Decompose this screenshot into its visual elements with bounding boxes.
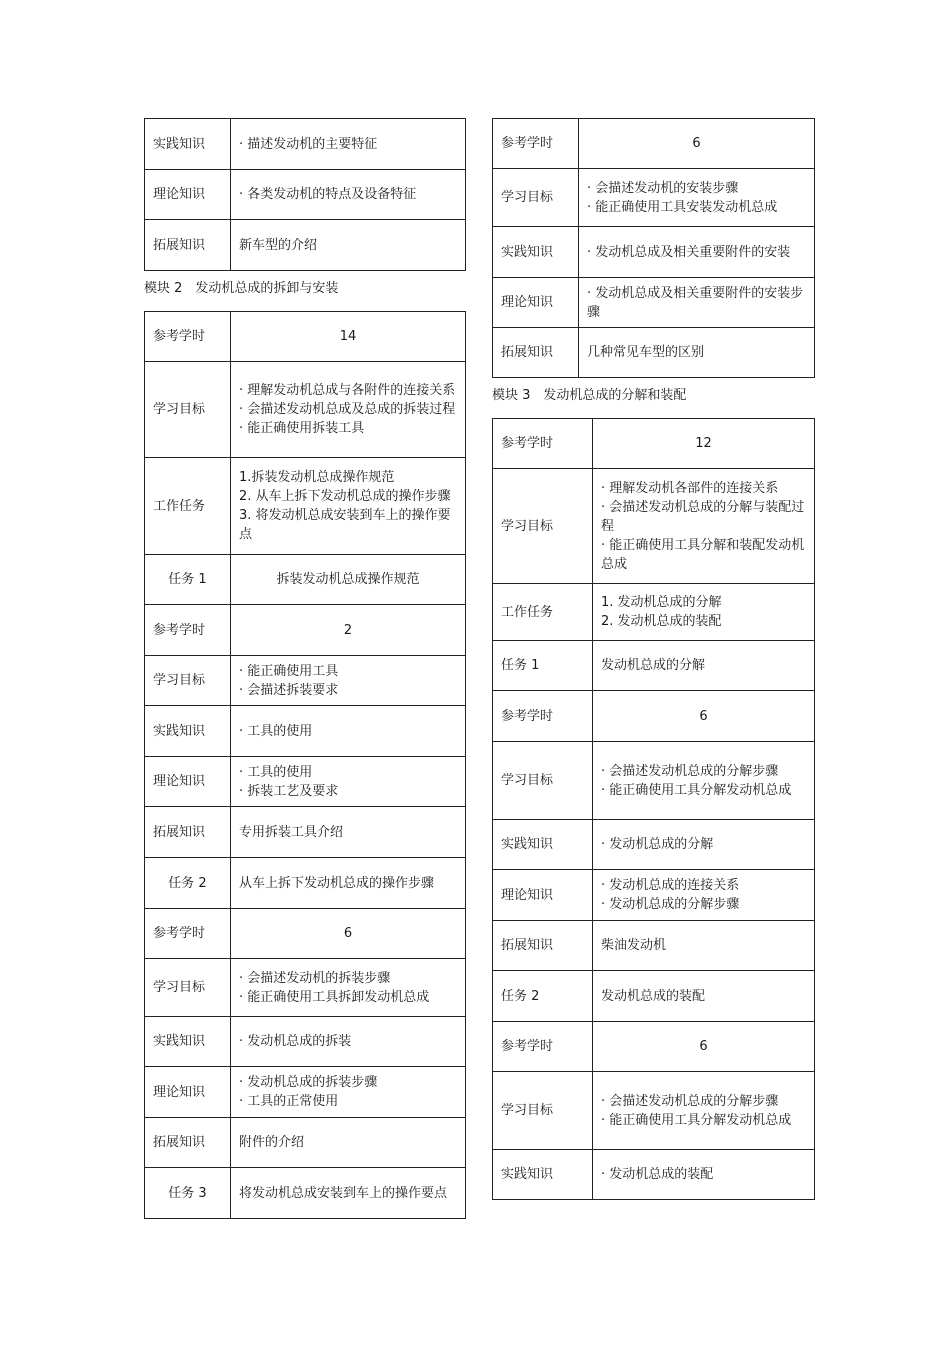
row-value: 专用拆装工具介绍	[231, 807, 466, 858]
row-value: 新车型的介绍	[231, 220, 466, 271]
row-value: · 理解发动机各部件的连接关系 · 会描述发动机总成的分解与装配过程 · 能正确使用工具分解和装配发动机总成	[593, 469, 815, 584]
row-value: 1.拆装发动机总成操作规范 2. 从车上拆下发动机总成的操作步骤 3. 将发动机总成安装到车上的操作要点	[231, 458, 466, 555]
table-row	[493, 921, 815, 971]
row-value: 1. 发动机总成的分解 2. 发动机总成的装配	[593, 584, 815, 641]
table-row	[493, 278, 815, 328]
table-row	[493, 870, 815, 921]
row-label: 任务 1	[145, 555, 231, 605]
table-row	[493, 584, 815, 641]
row-value: 柴油发动机	[593, 921, 815, 971]
table-row	[145, 1168, 466, 1219]
course-table-module-2	[144, 311, 466, 1219]
row-label: 拓展知识	[145, 807, 231, 858]
table-row	[145, 220, 466, 271]
row-value: 2	[231, 605, 466, 656]
row-label: 实践知识	[145, 119, 231, 170]
row-value: · 会描述发动机的安装步骤 · 能正确使用工具安装发动机总成	[579, 169, 815, 227]
module-2-caption: 模块 2 发动机总成的拆卸与安装	[144, 281, 339, 296]
row-value: · 能正确使用工具 · 会描述拆装要求	[231, 656, 466, 706]
row-label: 理论知识	[145, 757, 231, 807]
row-label: 参考学时	[145, 312, 231, 362]
row-value: · 工具的使用	[231, 706, 466, 757]
row-label: 参考学时	[493, 1022, 593, 1072]
row-label: 学习目标	[493, 469, 593, 584]
row-label: 学习目标	[493, 1072, 593, 1150]
row-value: 6	[593, 691, 815, 742]
row-value: · 发动机总成的分解	[593, 820, 815, 870]
row-label: 任务 2	[493, 971, 593, 1022]
table-row	[145, 858, 466, 909]
left-column	[144, 118, 466, 1219]
row-value: · 发动机总成的装配	[593, 1150, 815, 1200]
row-label: 实践知识	[145, 1017, 231, 1067]
module-3-caption: 模块 3 发动机总成的分解和装配	[492, 388, 687, 403]
table-row	[493, 419, 815, 469]
row-label: 理论知识	[145, 1067, 231, 1118]
row-label: 拓展知识	[493, 921, 593, 971]
row-value: 14	[231, 312, 466, 362]
row-label: 学习目标	[493, 742, 593, 820]
row-value: 几种常见车型的区别	[579, 328, 815, 378]
row-label: 参考学时	[493, 691, 593, 742]
row-label: 学习目标	[145, 656, 231, 706]
row-value: 12	[593, 419, 815, 469]
row-label: 参考学时	[145, 909, 231, 959]
row-label: 任务 3	[145, 1168, 231, 1219]
row-label: 学习目标	[145, 362, 231, 458]
row-value: · 工具的使用 · 拆装工艺及要求	[231, 757, 466, 807]
table-row	[493, 1150, 815, 1200]
row-value: · 会描述发动机的拆装步骤 · 能正确使用工具拆卸发动机总成	[231, 959, 466, 1017]
table-row	[493, 328, 815, 378]
row-value: 附件的介绍	[231, 1118, 466, 1168]
row-value: 发动机总成的装配	[593, 971, 815, 1022]
row-value: 6	[593, 1022, 815, 1072]
table-row	[493, 971, 815, 1022]
row-value: 发动机总成的分解	[593, 641, 815, 691]
table-row	[145, 706, 466, 757]
row-label: 理论知识	[145, 170, 231, 220]
row-value: · 发动机总成的连接关系 · 发动机总成的分解步骤	[593, 870, 815, 921]
row-label: 参考学时	[493, 119, 579, 169]
table-row	[493, 691, 815, 742]
table-row	[145, 119, 466, 170]
table-row	[145, 1017, 466, 1067]
table-row	[493, 742, 815, 820]
row-label: 拓展知识	[145, 1118, 231, 1168]
row-label: 实践知识	[493, 227, 579, 278]
row-label: 任务 1	[493, 641, 593, 691]
row-value: · 发动机总成及相关重要附件的安装	[579, 227, 815, 278]
course-table-left-top	[144, 118, 466, 271]
row-value: · 理解发动机总成与各附件的连接关系 · 会描述发动机总成及总成的拆装过程 · 能正确使用拆装工具	[231, 362, 466, 458]
row-label: 工作任务	[493, 584, 593, 641]
table-row	[493, 1022, 815, 1072]
table-row	[145, 757, 466, 807]
table-row	[145, 362, 466, 458]
row-value: 6	[231, 909, 466, 959]
table-row	[145, 458, 466, 555]
course-table-right-top	[492, 118, 815, 378]
row-value: · 会描述发动机总成的分解步骤 · 能正确使用工具分解发动机总成	[593, 1072, 815, 1150]
table-row	[145, 807, 466, 858]
table-row	[145, 312, 466, 362]
table-row	[493, 1072, 815, 1150]
table-row	[145, 555, 466, 605]
row-value: · 会描述发动机总成的分解步骤 · 能正确使用工具分解发动机总成	[593, 742, 815, 820]
table-row	[145, 656, 466, 706]
row-label: 参考学时	[493, 419, 593, 469]
row-label: 理论知识	[493, 870, 593, 921]
row-value: 拆装发动机总成操作规范	[231, 555, 466, 605]
row-label: 实践知识	[145, 706, 231, 757]
row-label: 理论知识	[493, 278, 579, 328]
row-value: 6	[579, 119, 815, 169]
row-label: 实践知识	[493, 1150, 593, 1200]
table-row	[145, 605, 466, 656]
row-value: · 各类发动机的特点及设备特征	[231, 170, 466, 220]
table-row	[145, 1118, 466, 1168]
table-row	[493, 469, 815, 584]
row-label: 学习目标	[145, 959, 231, 1017]
row-label: 拓展知识	[493, 328, 579, 378]
table-row	[145, 170, 466, 220]
row-value: 从车上拆下发动机总成的操作步骤	[231, 858, 466, 909]
row-value: · 发动机总成的拆装步骤 · 工具的正常使用	[231, 1067, 466, 1118]
row-label: 参考学时	[145, 605, 231, 656]
row-label: 实践知识	[493, 820, 593, 870]
table-row	[493, 169, 815, 227]
table-row	[145, 1067, 466, 1118]
table-row	[493, 119, 815, 169]
table-row	[145, 959, 466, 1017]
table-row	[493, 641, 815, 691]
table-row	[493, 820, 815, 870]
row-value: · 发动机总成及相关重要附件的安装步骤	[579, 278, 815, 328]
row-value: · 发动机总成的拆装	[231, 1017, 466, 1067]
row-value: · 描述发动机的主要特征	[231, 119, 466, 170]
row-value: 将发动机总成安装到车上的操作要点	[231, 1168, 466, 1219]
row-label: 学习目标	[493, 169, 579, 227]
row-label: 工作任务	[145, 458, 231, 555]
table-row	[493, 227, 815, 278]
right-column	[492, 118, 815, 1200]
course-table-module-3	[492, 418, 815, 1200]
table-row	[145, 909, 466, 959]
row-label: 拓展知识	[145, 220, 231, 271]
row-label: 任务 2	[145, 858, 231, 909]
